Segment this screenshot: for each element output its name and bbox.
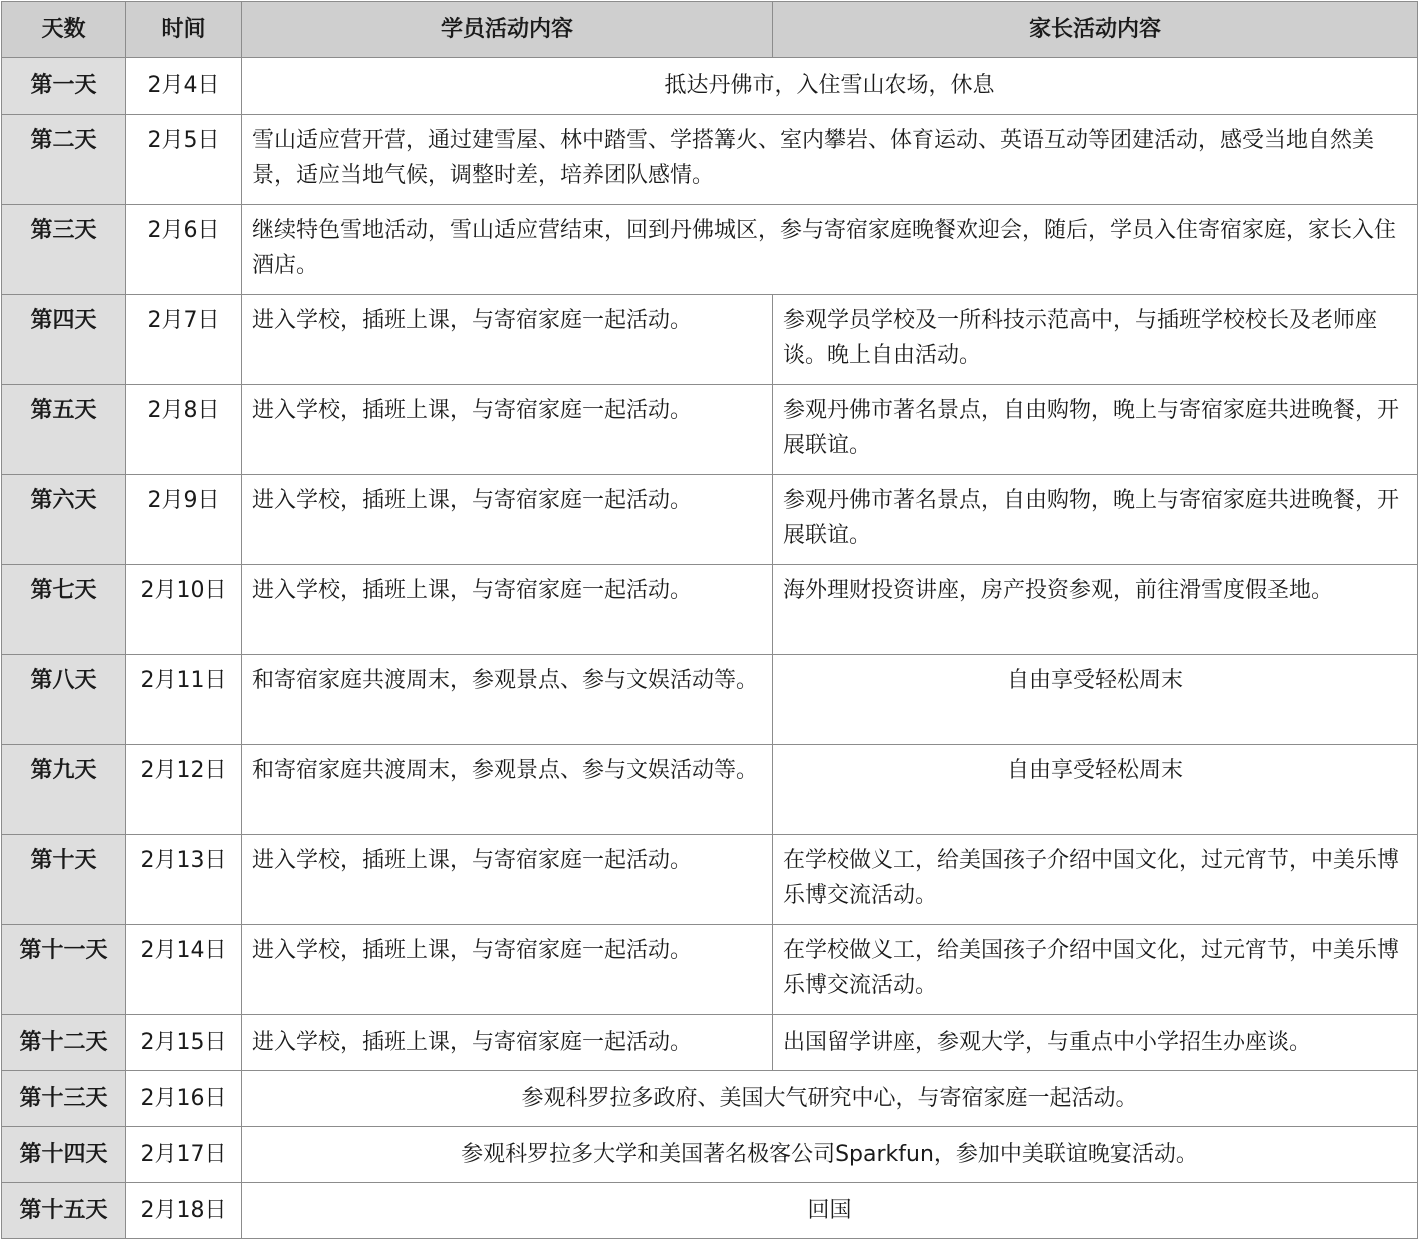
table-row <box>2 655 1418 745</box>
header-parent-activities: 家长活动内容 <box>773 2 1418 58</box>
table-row <box>2 295 1418 385</box>
day-cell: 第五天 <box>2 385 126 475</box>
table-row <box>2 205 1418 295</box>
header-date: 时间 <box>126 2 242 58</box>
student-activity-cell: 和寄宿家庭共渡周末，参观景点、参与文娱活动等。 <box>242 745 773 835</box>
combined-activity-cell: 雪山适应营开营，通过建雪屋、林中踏雪、学搭篝火、室内攀岩、体育运动、英语互动等团建活动，感受当地自然美景，适应当地气候，调整时差，培养团队感情。 <box>242 115 1418 205</box>
day-cell: 第四天 <box>2 295 126 385</box>
parent-activity-cell: 参观学员学校及一所科技示范高中，与插班学校校长及老师座谈。晚上自由活动。 <box>773 295 1418 385</box>
student-activity-cell: 进入学校，插班上课，与寄宿家庭一起活动。 <box>242 475 773 565</box>
table-row <box>2 1127 1418 1183</box>
combined-activity-cell: 继续特色雪地活动，雪山适应营结束，回到丹佛城区，参与寄宿家庭晚餐欢迎会，随后，学员入住寄宿家庭，家长入住酒店。 <box>242 205 1418 295</box>
student-activity-cell: 进入学校，插班上课，与寄宿家庭一起活动。 <box>242 925 773 1015</box>
parent-activity-cell: 在学校做义工，给美国孩子介绍中国文化，过元宵节，中美乐博乐博交流活动。 <box>773 925 1418 1015</box>
header-day: 天数 <box>2 2 126 58</box>
date-cell: 2月16日 <box>126 1071 242 1127</box>
date-cell: 2月10日 <box>126 565 242 655</box>
student-activity-cell: 进入学校，插班上课，与寄宿家庭一起活动。 <box>242 385 773 475</box>
date-cell: 2月6日 <box>126 205 242 295</box>
day-cell: 第十二天 <box>2 1015 126 1071</box>
date-cell: 2月8日 <box>126 385 242 475</box>
table-row <box>2 745 1418 835</box>
day-cell: 第十三天 <box>2 1071 126 1127</box>
table-row <box>2 565 1418 655</box>
parent-activity-cell: 自由享受轻松周末 <box>773 745 1418 835</box>
parent-activity-cell: 海外理财投资讲座，房产投资参观，前往滑雪度假圣地。 <box>773 565 1418 655</box>
day-cell: 第十一天 <box>2 925 126 1015</box>
table-row <box>2 1183 1418 1239</box>
date-cell: 2月13日 <box>126 835 242 925</box>
day-cell: 第二天 <box>2 115 126 205</box>
parent-activity-cell: 出国留学讲座，参观大学，与重点中小学招生办座谈。 <box>773 1015 1418 1071</box>
date-cell: 2月9日 <box>126 475 242 565</box>
table-row <box>2 475 1418 565</box>
parent-activity-cell: 自由享受轻松周末 <box>773 655 1418 745</box>
day-cell: 第六天 <box>2 475 126 565</box>
date-cell: 2月5日 <box>126 115 242 205</box>
student-activity-cell: 和寄宿家庭共渡周末，参观景点、参与文娱活动等。 <box>242 655 773 745</box>
day-cell: 第八天 <box>2 655 126 745</box>
table-row <box>2 58 1418 115</box>
student-activity-cell: 进入学校，插班上课，与寄宿家庭一起活动。 <box>242 565 773 655</box>
parent-activity-cell: 参观丹佛市著名景点，自由购物，晚上与寄宿家庭共进晚餐，开展联谊。 <box>773 385 1418 475</box>
day-cell: 第七天 <box>2 565 126 655</box>
date-cell: 2月12日 <box>126 745 242 835</box>
date-cell: 2月17日 <box>126 1127 242 1183</box>
student-activity-cell: 进入学校，插班上课，与寄宿家庭一起活动。 <box>242 1015 773 1071</box>
table-row <box>2 925 1418 1015</box>
itinerary-table <box>1 1 1418 1239</box>
table-row <box>2 115 1418 205</box>
table-row <box>2 835 1418 925</box>
table-row <box>2 1071 1418 1127</box>
day-cell: 第十五天 <box>2 1183 126 1239</box>
student-activity-cell: 进入学校，插班上课，与寄宿家庭一起活动。 <box>242 295 773 385</box>
parent-activity-cell: 在学校做义工，给美国孩子介绍中国文化，过元宵节，中美乐博乐博交流活动。 <box>773 835 1418 925</box>
header-row <box>2 2 1418 58</box>
date-cell: 2月18日 <box>126 1183 242 1239</box>
table-row <box>2 385 1418 475</box>
parent-activity-cell: 参观丹佛市著名景点，自由购物，晚上与寄宿家庭共进晚餐，开展联谊。 <box>773 475 1418 565</box>
table-row <box>2 1015 1418 1071</box>
day-cell: 第十四天 <box>2 1127 126 1183</box>
day-cell: 第九天 <box>2 745 126 835</box>
student-activity-cell: 进入学校，插班上课，与寄宿家庭一起活动。 <box>242 835 773 925</box>
header-student-activities: 学员活动内容 <box>242 2 773 58</box>
day-cell: 第三天 <box>2 205 126 295</box>
date-cell: 2月11日 <box>126 655 242 745</box>
day-cell: 第一天 <box>2 58 126 115</box>
combined-activity-cell: 参观科罗拉多大学和美国著名极客公司Sparkfun，参加中美联谊晚宴活动。 <box>242 1127 1418 1183</box>
day-cell: 第十天 <box>2 835 126 925</box>
combined-activity-cell: 参观科罗拉多政府、美国大气研究中心，与寄宿家庭一起活动。 <box>242 1071 1418 1127</box>
combined-activity-cell: 抵达丹佛市，入住雪山农场，休息 <box>242 58 1418 115</box>
date-cell: 2月15日 <box>126 1015 242 1071</box>
date-cell: 2月4日 <box>126 58 242 115</box>
date-cell: 2月7日 <box>126 295 242 385</box>
date-cell: 2月14日 <box>126 925 242 1015</box>
combined-activity-cell: 回国 <box>242 1183 1418 1239</box>
